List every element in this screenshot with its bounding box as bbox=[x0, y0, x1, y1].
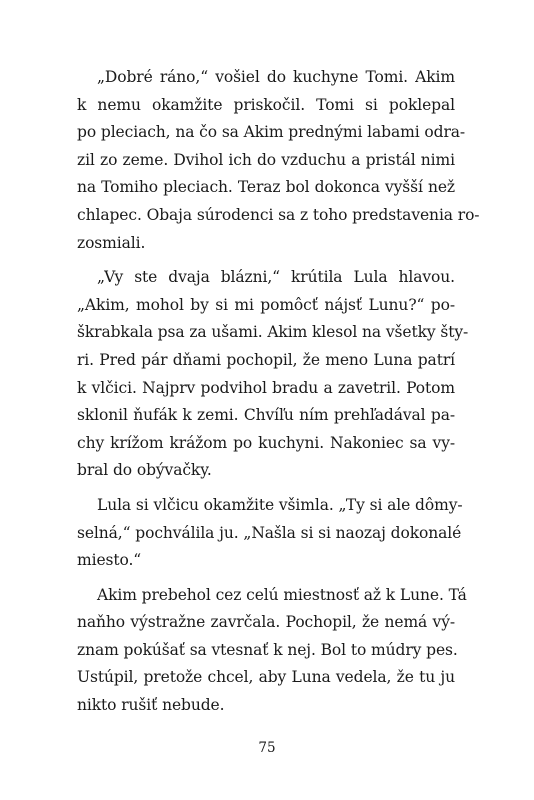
text-line: zosmiali. bbox=[77, 233, 146, 252]
text-line: ri. Pred pár dňami pochopil, že meno Luna patrí bbox=[77, 350, 455, 369]
paragraph-2 bbox=[77, 264, 469, 485]
text-line: k nemu okamžite priskočil. Tomi si poklepal bbox=[77, 95, 455, 114]
text-line: sklonil ňufák k zemi. Chvíľu ním prehľadával pa- bbox=[77, 406, 455, 425]
text-line: selná,“ pochválila ju. „Našla si si naozaj dokonalé bbox=[77, 523, 462, 542]
text-line: zil zo zeme. Dvihol ich do vzduchu a pristál nimi bbox=[77, 150, 455, 169]
text-line: Lula si vlčicu okamžite všimla. „Ty si ale dômy- bbox=[97, 495, 463, 514]
text-line: škrabkala psa za ušami. Akim klesol na všetky šty- bbox=[77, 323, 469, 342]
text-line: nikto rušiť nebude. bbox=[77, 696, 225, 715]
paragraph-4 bbox=[77, 582, 467, 720]
text-line: znam pokúšať sa vtesnať k nej. Bol to múdry pes. bbox=[77, 640, 458, 659]
text-line: Akim prebehol cez celú miestnosť až k Lune. Tá bbox=[97, 585, 467, 604]
paragraph-3 bbox=[77, 492, 463, 575]
text-line: naňho výstražne zavrčala. Pochopil, že nemá vý- bbox=[77, 613, 455, 632]
text-line: chlapec. Obaja súrodenci sa z toho predstavenia ro- bbox=[77, 205, 480, 224]
text-line: „Vy ste dvaja blázni,“ krútila Lula hlavou. bbox=[97, 268, 455, 287]
text-line: miesto.“ bbox=[77, 551, 142, 570]
page-body bbox=[77, 64, 480, 720]
text-line: na Tomiho pleciach. Teraz bol dokonca vyšší než bbox=[77, 178, 455, 197]
text-line: „Akim, mohol by si mi pomôcť nájsť Lunu?“ po- bbox=[77, 295, 455, 314]
text-line: k vlčici. Najprv podvihol bradu a zavetril. Potom bbox=[77, 378, 455, 397]
text-line: chy krížom krážom po kuchyni. Nakoniec sa vy- bbox=[77, 433, 455, 452]
text-line: bral do obývačky. bbox=[77, 461, 212, 480]
text-line: Ustúpil, pretože chcel, aby Luna vedela, že tu ju bbox=[77, 668, 455, 687]
text-line: po pleciach, na čo sa Akim prednými labami odra- bbox=[77, 123, 466, 142]
paragraph-1 bbox=[77, 64, 480, 257]
text-line: „Dobré ráno,“ vošiel do kuchyne Tomi. Akim bbox=[97, 68, 455, 86]
page-number: 75 bbox=[258, 740, 276, 756]
